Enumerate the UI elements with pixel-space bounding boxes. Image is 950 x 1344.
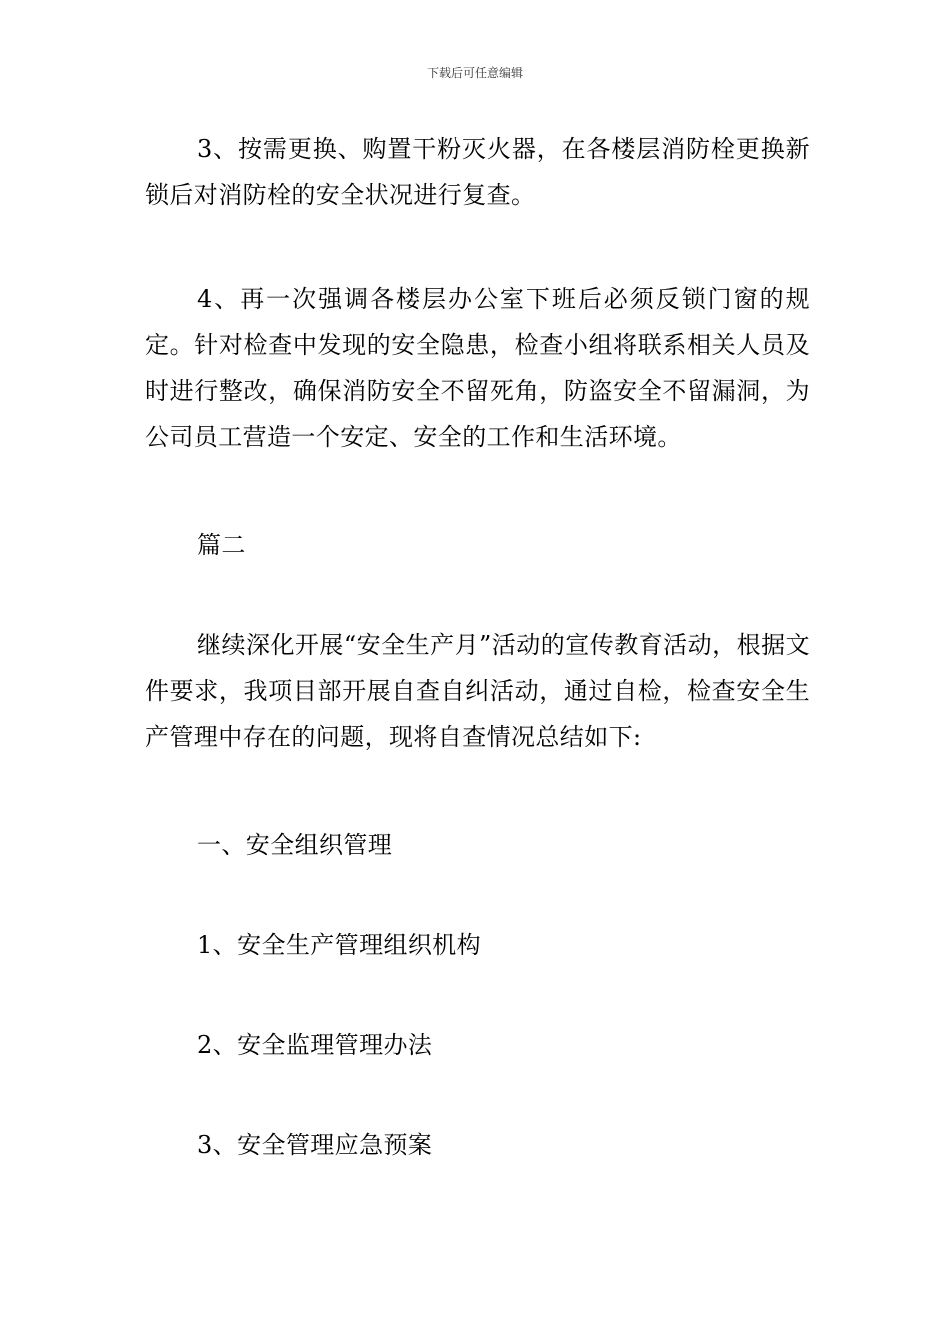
- list-item-emergency-plan: 3、安全管理应急预案: [197, 1131, 433, 1159]
- page-header-note: 下载后可任意编辑: [426, 66, 523, 80]
- paragraph-item-3-extinguishers: 3、按需更换、购置干粉灭火器，在各楼层消防栓更换新锁后对消防栓的安全状况进行复查。: [145, 135, 810, 209]
- section-title-part-two: 篇二: [197, 531, 246, 559]
- paragraph-intro-self-inspection: 继续深化开展“安全生产月”活动的宣传教育活动，根据文件要求，我项目部开展自查自纠活动，通过自检，检查安全生产管理中存在的问题，现将自查情况总结如下:: [145, 631, 810, 751]
- heading-safety-organization: 一、安全组织管理: [197, 831, 393, 859]
- list-item-supervision-methods: 2、安全监理管理办法: [197, 1031, 433, 1059]
- paragraph-item-4-lock-doors: 4、再一次强调各楼层办公室下班后必须反锁门窗的规定。针对检查中发现的安全隐患，检查小组将联系相关人员及时进行整改，确保消防安全不留死角，防盗安全不留漏洞，为公司员工营造一个安定、安全的工作和生活环境。: [145, 285, 810, 451]
- list-item-organization-structure: 1、安全生产管理组织机构: [197, 931, 482, 959]
